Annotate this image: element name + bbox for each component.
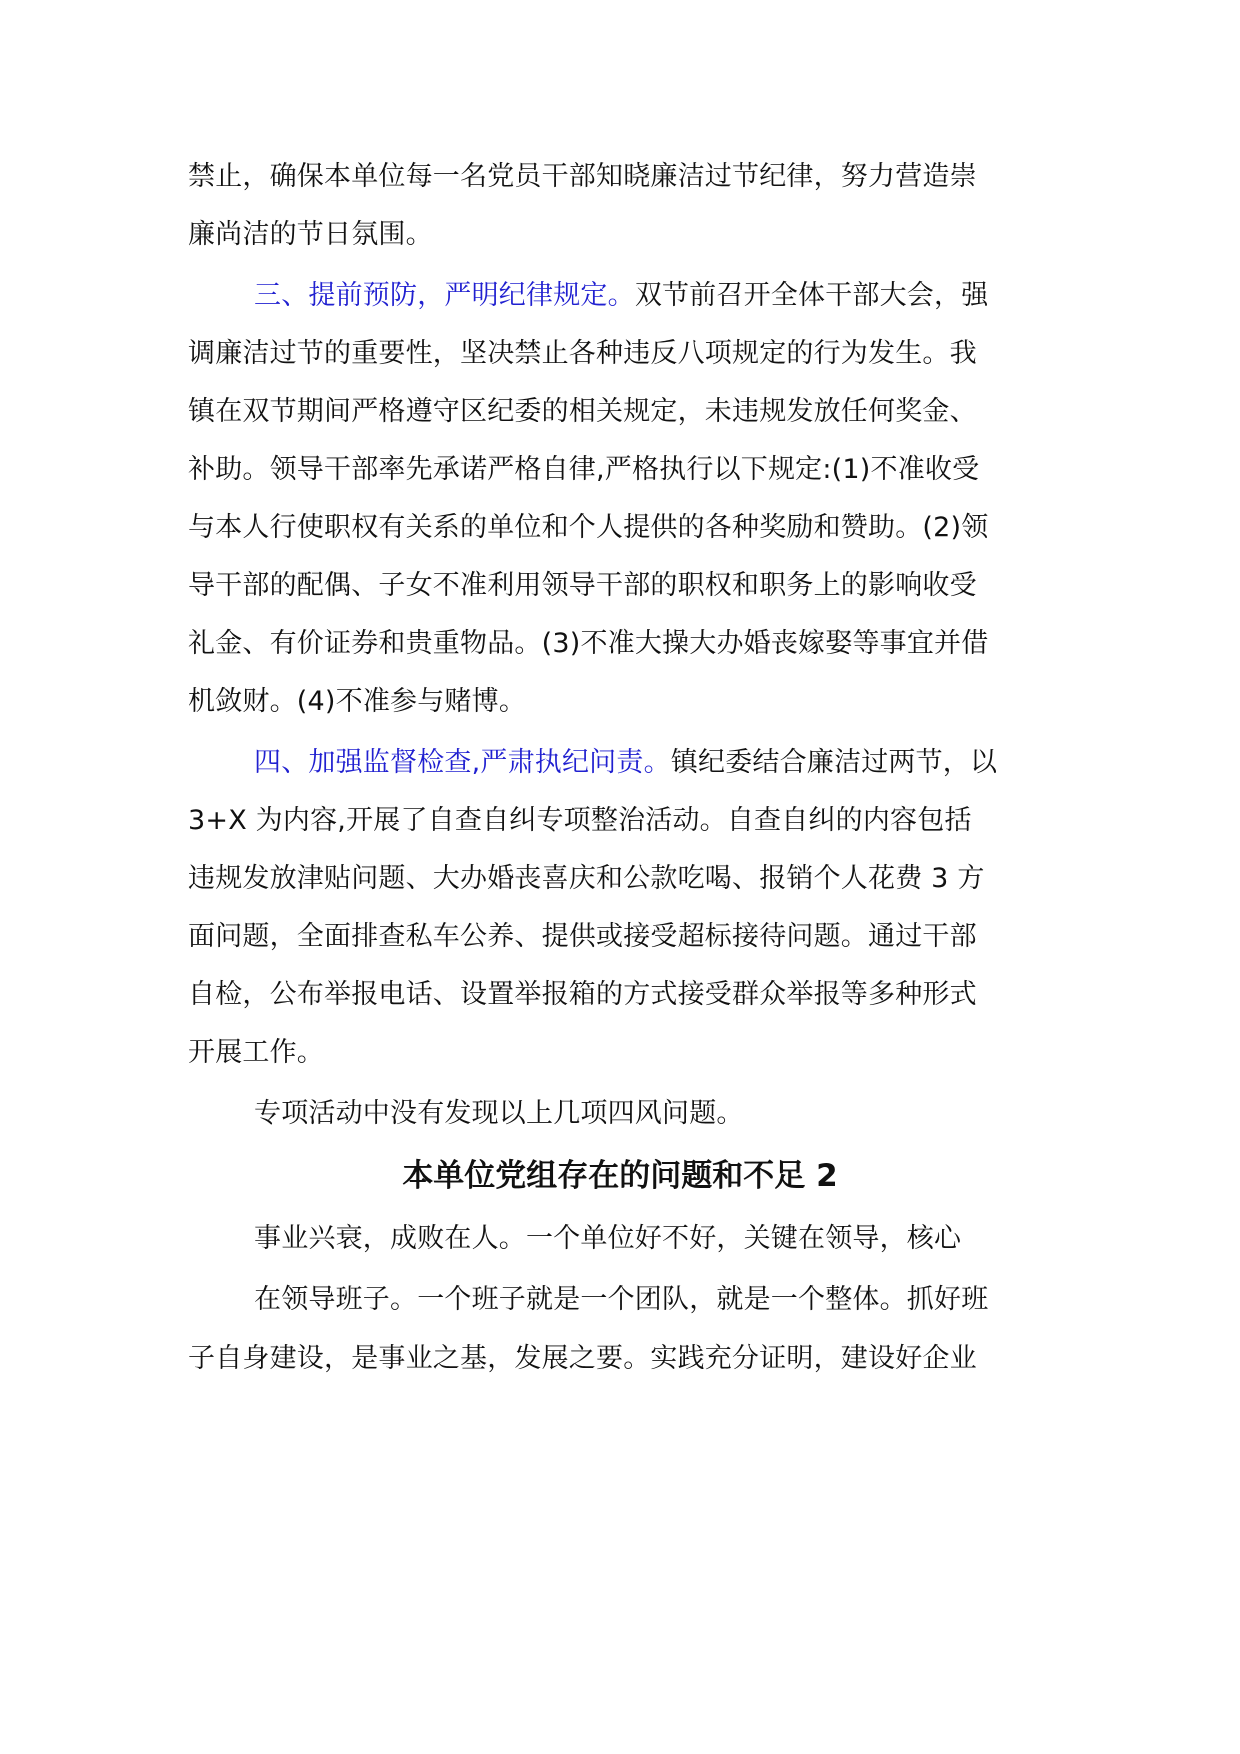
paragraph-line: 3+X 为内容,开展了自查自纠专项整治活动。自查自纠的内容包括 [188, 805, 972, 836]
paragraph-line: 礼金、有价证券和贵重物品。(3)不准大操大办婚丧嫁娶等事宜并借 [188, 628, 989, 659]
paragraph-line: 在领导班子。一个班子就是一个团队，就是一个整体。抓好班 [254, 1284, 989, 1315]
paragraph-line: 补助。领导干部率先承诺严格自律,严格执行以下规定:(1)不准收受 [188, 454, 980, 485]
section-title: 本单位党组存在的问题和不足 2 [402, 1158, 838, 1194]
paragraph-line: 与本人行使职权有关系的单位和个人提供的各种奖励和赞助。(2)领 [188, 512, 989, 543]
section-four-heading: 四、加强监督检查,严肃执纪问责。 [254, 747, 671, 778]
section-three-heading: 三、提前预防，严明纪律规定。 [254, 280, 635, 311]
paragraph-line: 专项活动中没有发现以上几项四风问题。 [254, 1098, 744, 1129]
paragraph-line: 违规发放津贴问题、大办婚丧喜庆和公款吃喝、报销个人花费 3 方 [188, 863, 985, 894]
paragraph-line: 导干部的配偶、子女不准利用领导干部的职权和职务上的影响收受 [188, 570, 977, 601]
paragraph-line: 自检，公布举报电话、设置举报箱的方式接受群众举报等多种形式 [188, 979, 977, 1010]
paragraph-line-section-four [254, 743, 997, 783]
paragraph-line: 廉尚洁的节日氛围。 [188, 219, 433, 250]
paragraph-text: 双节前召开全体干部大会，强 [634, 280, 989, 311]
paragraph-line: 事业兴衰，成败在人。一个单位好不好，关键在领导，核心 [254, 1223, 962, 1254]
paragraph-line: 开展工作。 [188, 1037, 324, 1068]
paragraph-line: 禁止，确保本单位每一名党员干部知晓廉洁过节纪律，努力营造崇 [188, 161, 977, 192]
paragraph-line: 调廉洁过节的重要性，坚决禁止各种违反八项规定的行为发生。我 [188, 338, 977, 369]
paragraph-line-section-three [254, 276, 988, 316]
paragraph-line: 子自身建设，是事业之基，发展之要。实践充分证明，建设好企业 [188, 1343, 977, 1374]
paragraph-line: 机敛财。(4)不准参与赌博。 [188, 686, 527, 717]
paragraph-line: 镇在双节期间严格遵守区纪委的相关规定，未违规发放任何奖金、 [188, 396, 977, 427]
paragraph-line: 面问题，全面排查私车公养、提供或接受超标接待问题。通过干部 [188, 921, 977, 952]
paragraph-text: 镇纪委结合廉洁过两节，以 [670, 747, 998, 778]
